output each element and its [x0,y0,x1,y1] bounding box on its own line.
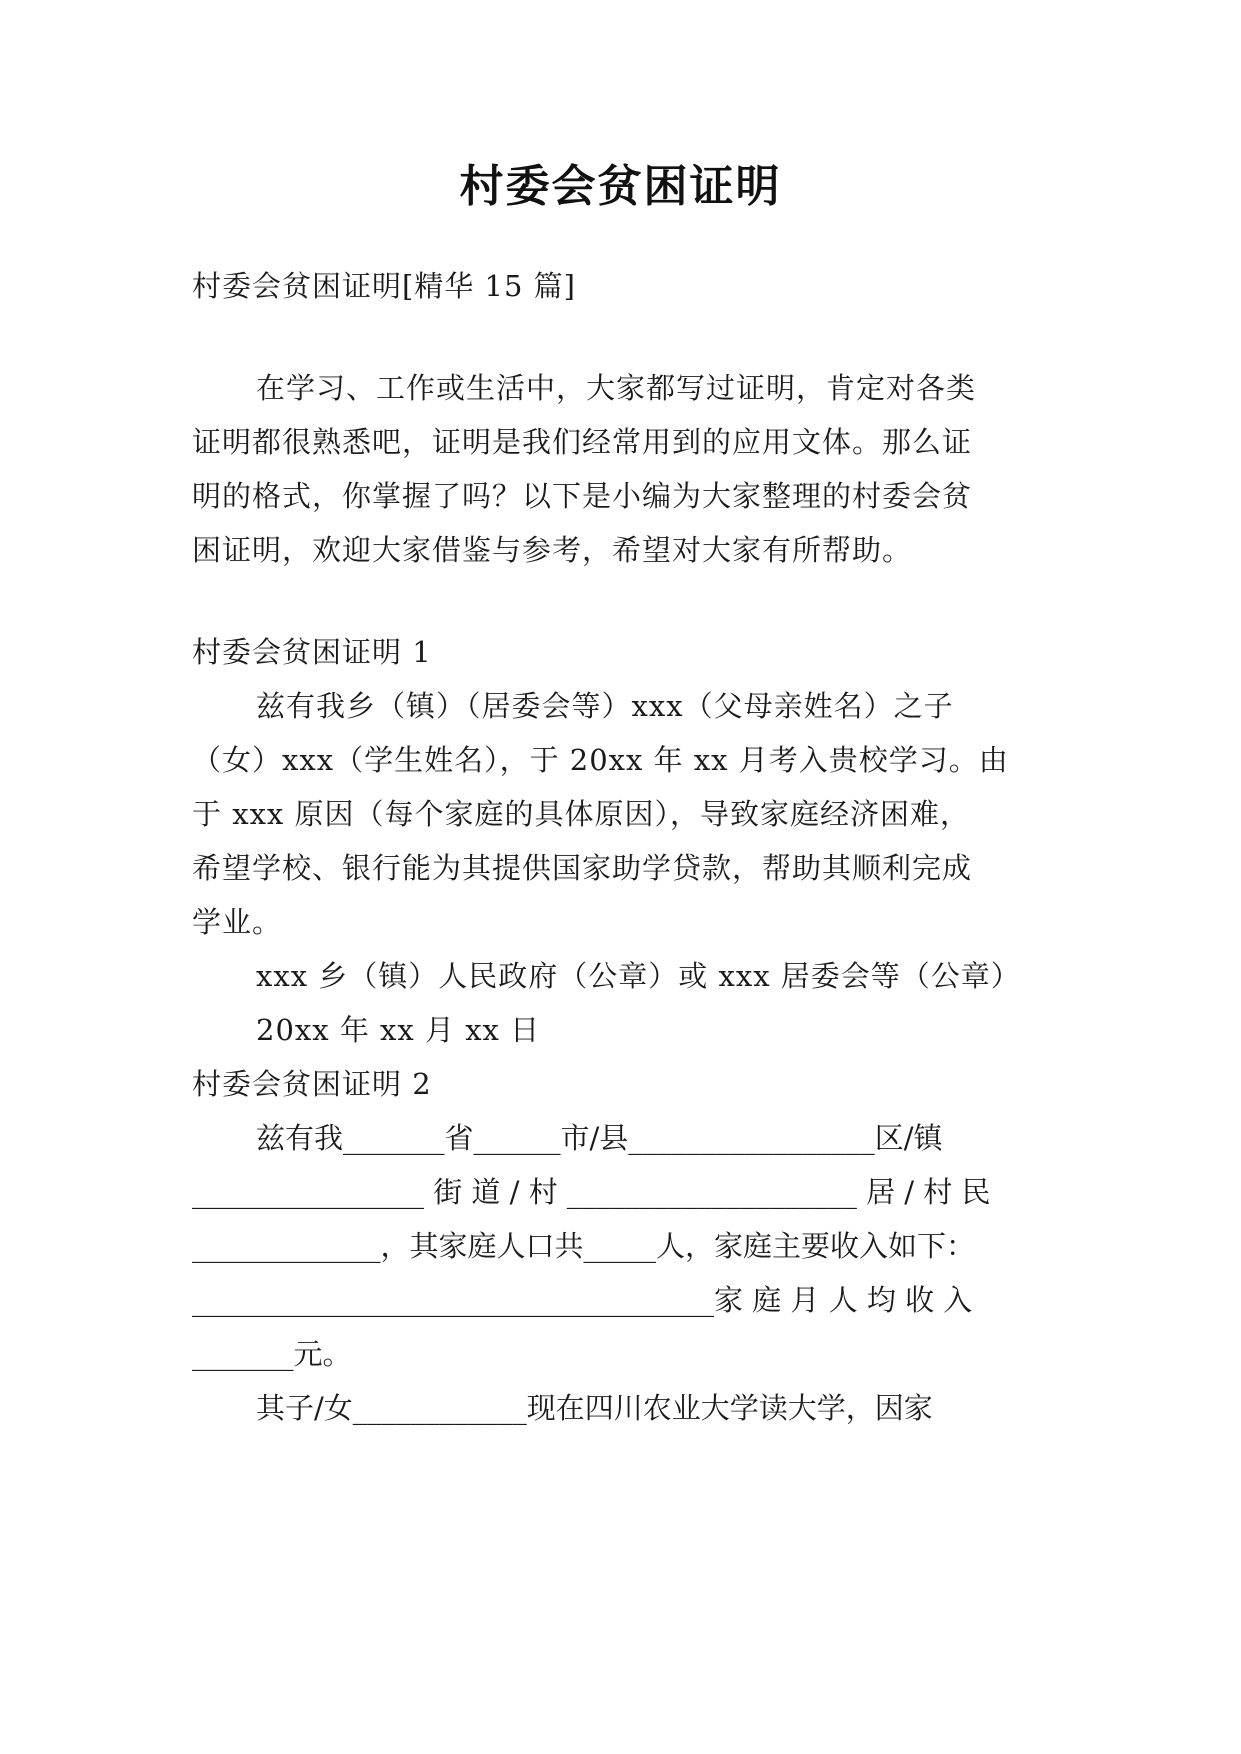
document-title: 村委会贫困证明 [459,161,782,212]
intro-line: 困证明，欢迎大家借鉴与参考，希望对大家有所帮助。 [192,533,913,567]
section1-date: 20xx 年 xx 月 xx 日 [256,1013,541,1047]
intro-line: 证明都很熟悉吧，证明是我们经常用到的应用文体。那么证 [192,425,973,459]
section1-body-line: 于 xxx 原因（每个家庭的具体原因），导致家庭经济困难， [192,797,971,831]
document-subtitle: 村委会贫困证明[精华 15 篇] [192,269,576,303]
section2-body-line: ________________ 街 道 / 村 ____________________ 居 / 村 民 [192,1175,991,1209]
section1-body-line: （女）xxx（学生姓名），于 20xx 年 xx 月考入贵校学习。由 [192,743,1009,777]
section2-body-line: 兹有我_______省______市/县_________________区/镇 [256,1121,943,1155]
section2-body-line: _____________，其家庭人口共_____人，家庭主要收入如下： [192,1229,976,1263]
section1-heading: 村委会贫困证明 1 [192,635,432,669]
intro-line: 明的格式，你掌握了吗？以下是小编为大家整理的村委会贫 [192,479,973,513]
section1-body-line: 兹有我乡（镇）（居委会等）xxx（父母亲姓名）之子 [256,689,954,723]
section1-signature: xxx 乡（镇）人民政府（公章）或 xxx 居委会等（公章） [256,959,1021,993]
section2-heading: 村委会贫困证明 2 [192,1067,432,1101]
section2-body-line: _______元。 [192,1337,352,1371]
intro-line: 在学习、工作或生活中，大家都写过证明，肯定对各类 [256,371,977,405]
section1-body-line: 学业。 [192,905,283,939]
section1-body-line: 希望学校、银行能为其提供国家助学贷款，帮助其顺利完成 [192,851,973,885]
section2-body-line: 其子/女____________现在四川农业大学读大学，因家 [256,1391,933,1425]
section2-body-line: ____________________________________家 庭 月 人 均 收 入 [192,1283,973,1317]
